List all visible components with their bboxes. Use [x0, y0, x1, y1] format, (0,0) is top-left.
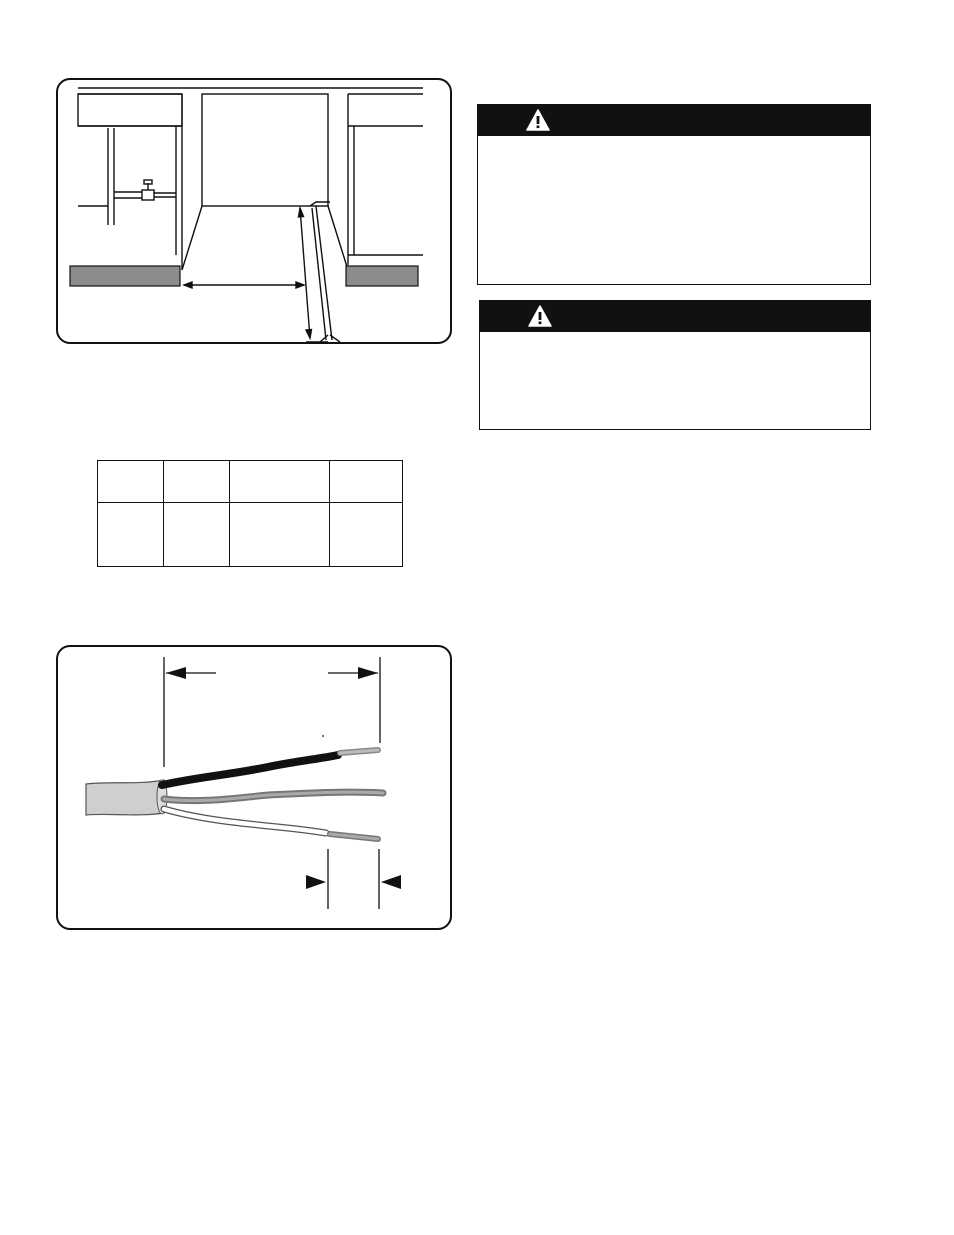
arrow-right-icon: [358, 667, 378, 679]
warning-box-2: [479, 300, 871, 430]
warning-header-bar: [480, 301, 870, 332]
wire-size-table: [97, 460, 403, 567]
arrow-left-icon: [381, 875, 401, 889]
cabinet-opening-figure: [56, 78, 452, 344]
table-cell: [98, 503, 164, 567]
warning-triangle-icon: [526, 109, 550, 131]
warning-header-bar: [478, 105, 870, 136]
cable-strip-figure: [56, 645, 452, 930]
arrow-left-icon: [166, 667, 186, 679]
black-wire: [162, 755, 338, 785]
warning-triangle-icon: [528, 305, 552, 327]
table-row: [98, 503, 403, 567]
cable-jacket: [86, 780, 164, 815]
left-upper-drawer: [78, 94, 182, 126]
table-header-cell: [330, 461, 403, 503]
cabinet-opening-illustration: [58, 80, 450, 342]
table-header-cell: [164, 461, 230, 503]
warning-box-1: [477, 104, 871, 285]
table-header-cell: [98, 461, 164, 503]
table-cell: [330, 503, 403, 567]
dishwasher-opening: [202, 94, 328, 206]
cable-strip-illustration: [58, 647, 450, 928]
table-cell: [164, 503, 230, 567]
right-floor-base: [346, 266, 418, 286]
arrow-right-icon: [306, 875, 326, 889]
left-floor-base: [70, 266, 180, 286]
table-header-cell: [230, 461, 330, 503]
table-cell: [230, 503, 330, 567]
table-header-row: [98, 461, 403, 503]
